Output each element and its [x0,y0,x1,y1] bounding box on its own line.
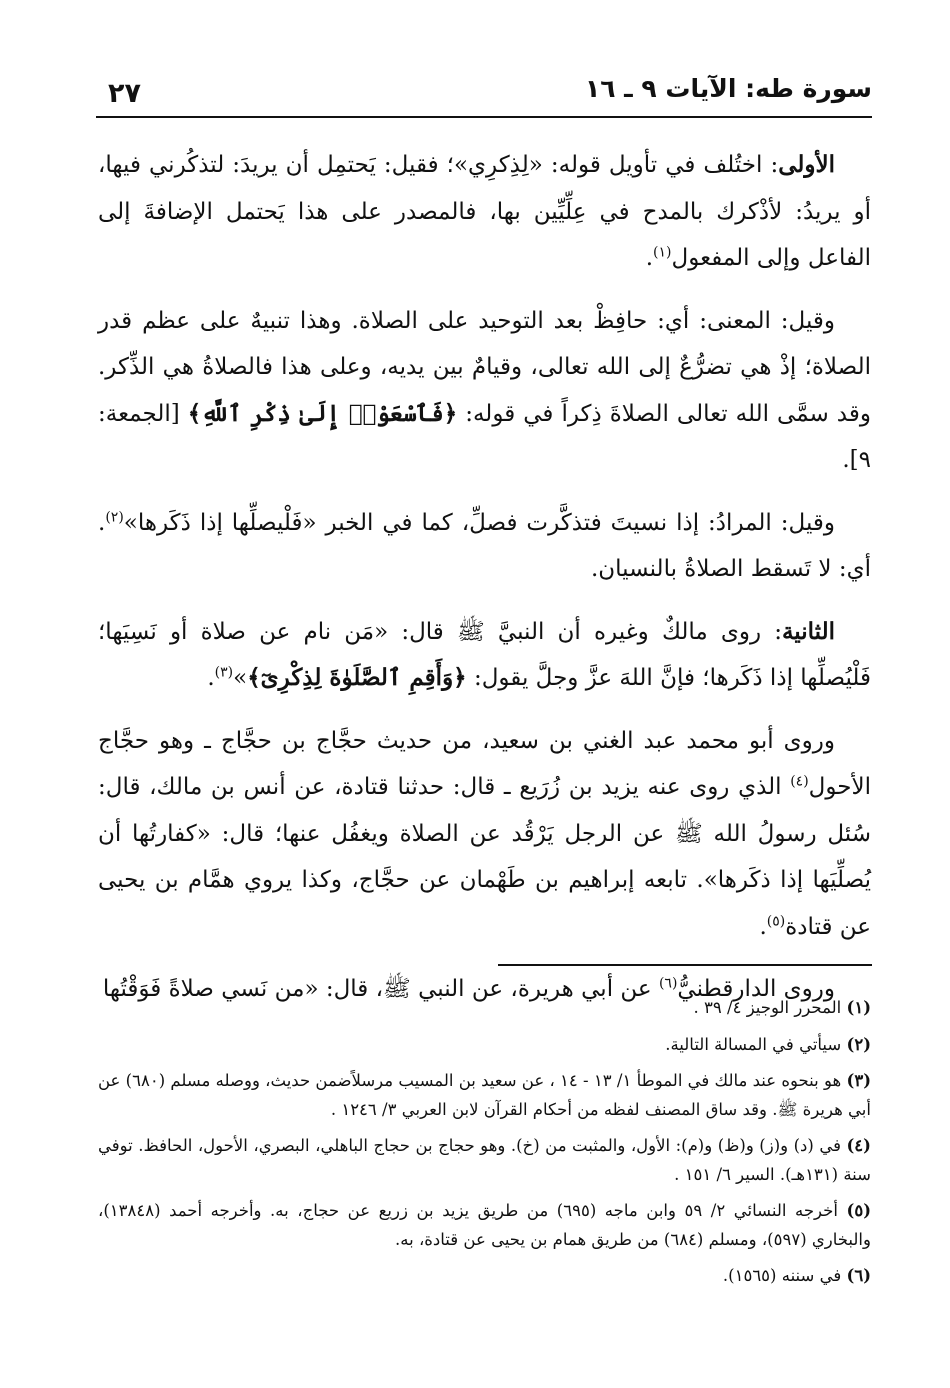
footnote-number: (٤) [846,1136,871,1155]
footnote [98,1262,871,1291]
paragraph-tail-2: . [759,913,767,940]
footnote [98,1197,871,1254]
paragraph-text: : اختُلف في تأويل قوله: «لِذِكرِي»؛ فقيل: يَحتمِل أن يريدَ: لتذكُرني فيها، أو يريدُ: لأذْكرك بالمدح في عِلِّيِّين بها، فالمصدر على هذا يَحتمل الإضافةَ إلى الفاعل وإلى المفعول [98,152,871,271]
section-lead: الثانية [781,617,835,645]
footnote-text: المحرر الوجيز ٤/ ٣٩ . [693,998,842,1017]
footnote-text: في سننه (١٥٦٥). [722,1266,842,1285]
paragraph-tail: » [233,665,248,691]
footnote [98,1031,871,1060]
footnote-text: أخرجه النسائي ٢/ ٥٩ وابن ماجه (٦٩٥) من طريق يزيد بن زريع عن حجاج، به. وأخرجه أحمد (١٣٨٤٨)، والبخاري (٥٩٧)، ومسلم (٦٨٤) من طريق همام بن يحيى عن قتادة، به. [98,1201,871,1249]
paragraph-tail: . [645,245,654,271]
footnote-ref: (٣) [214,664,234,681]
paragraph-tail: الذي روى عنه يزيد بن زُرَيع ـ قال: حدثنا قتادة، عن أنس بن مالك، قال: سُئل رسولُ الله ﷺ عن الرجل يَرْقُد عن الصلاة ويغفُل عنها؛ قال: «كفارتُها أن يُصلِّيَها إذا ذكَرها». تابعه إبراهيم بن طَهْمان عن حجَّاج، وكذا يروي همَّام بن يحيى عن قتادة [98,774,871,940]
paragraph-text: وروى الدارقطنيُّ [677,976,835,1002]
paragraph-tail: [الجمعة: ٩]. [98,400,871,473]
footnote [98,994,871,1023]
page-number: ٢٧ [108,78,141,109]
paragraph [98,298,871,484]
paragraph-text: وقيل: المعنى: أي: حافِظْ بعد التوحيد على الصلاة. وهذا تنبيهٌ على عظم قدر الصلاة؛ إذْ هي تضرُّعٌ إلى الله تعالى، وقيامٌ بين يديه، وعلى هذا فالصلاةُ هي الذِّكر. وقد سمَّى الله تعالى الصلاةَ ذِكراً في قوله: [98,307,871,427]
footnote-ref: (٥) [766,912,786,929]
quran-quote: ﴿وَأَقِمِ ٱلصَّلَوٰةَ لِذِكْرِىٓ﴾ [247,664,467,691]
paragraph-tail: عن أبي هريرة، عن النبي ﷺ، قال: «من نَسي صلاةً فَوَقْتُها [102,976,659,1002]
footnote-ref: (١) [653,244,672,261]
footnote-number: (١) [846,998,871,1017]
main-text [98,142,871,1029]
paragraph-text: : روى مالكٌ وغيره أن النبيَّ ﷺ قال: «مَن نام عن صلاة أو نَسِيَها؛ فَلْيُصلِّها إذا ذَكَرها؛ فإنَّ اللهَ عزَّ وجلَّ يقول: [98,618,871,691]
quran-quote: ﴿فَٱسْعَوْا۟ إِلَىٰ ذِكْرِ ٱللَّهِ﴾ [187,399,458,427]
footnote-ref: (٢) [105,508,124,525]
paragraph-tail-2: . [207,665,215,691]
paragraph [98,500,871,593]
footnote-number: (٣) [846,1071,871,1090]
footnote-text: هو بنحوه عند مالك في الموطأ ١/ ١٣ - ١٤ ، عن سعيد بن المسيب مرسلاًضمن حديث، ووصله مسلم (٦٨٠) عن أبي هريرة ﷺ. وقد ساق المصنف لفظه من أحكام القرآن لابن العربي ٣/ ١٢٤٦ . [98,1071,871,1119]
footnote-divider [498,964,872,966]
section-lead: الأولى [778,151,835,178]
footnote-text: في (د) و(ز) و(ظ) و(م): الأول، والمثبت من (خ). وهو حجاج بن حجاج الباهلي، البصري، الأحول، الحافظ. توفي سنة (١٣١هـ). السير ٦/ ١٥١ . [98,1136,871,1184]
footnote-ref: (٦) [658,975,678,992]
paragraph [98,718,871,951]
paragraph-text: وقيل: المرادُ: إذا نسيتَ فتذكَّرت فصلِّ، كما في الخبر «فَلْيصلِّها إذا ذَكَرها» [123,509,835,536]
footnote-ref: (٤) [790,773,809,790]
footnote-number: (٦) [846,1266,871,1285]
running-title: سورة طه: الآيات ٩ ـ ١٦ [584,74,872,103]
paragraph-text: وروى أبو محمد عبد الغني بن سعيد، من حديث حجَّاج بن حجَّاج ـ وهو حجَّاج الأحول [98,727,871,800]
footnote-text: سيأتي في المسالة التالية. [665,1034,842,1054]
footnote [98,1132,871,1189]
paragraph-tail: . أي: لا تَسقط الصلاةُ بالنسيان. [98,509,871,582]
paragraph [98,609,871,702]
page-header [96,66,872,118]
footnote [98,1067,871,1124]
footnote-number: (٢) [846,1034,871,1054]
footnotes [98,994,871,1299]
footnote-number: (٥) [846,1201,872,1220]
paragraph [98,142,871,282]
